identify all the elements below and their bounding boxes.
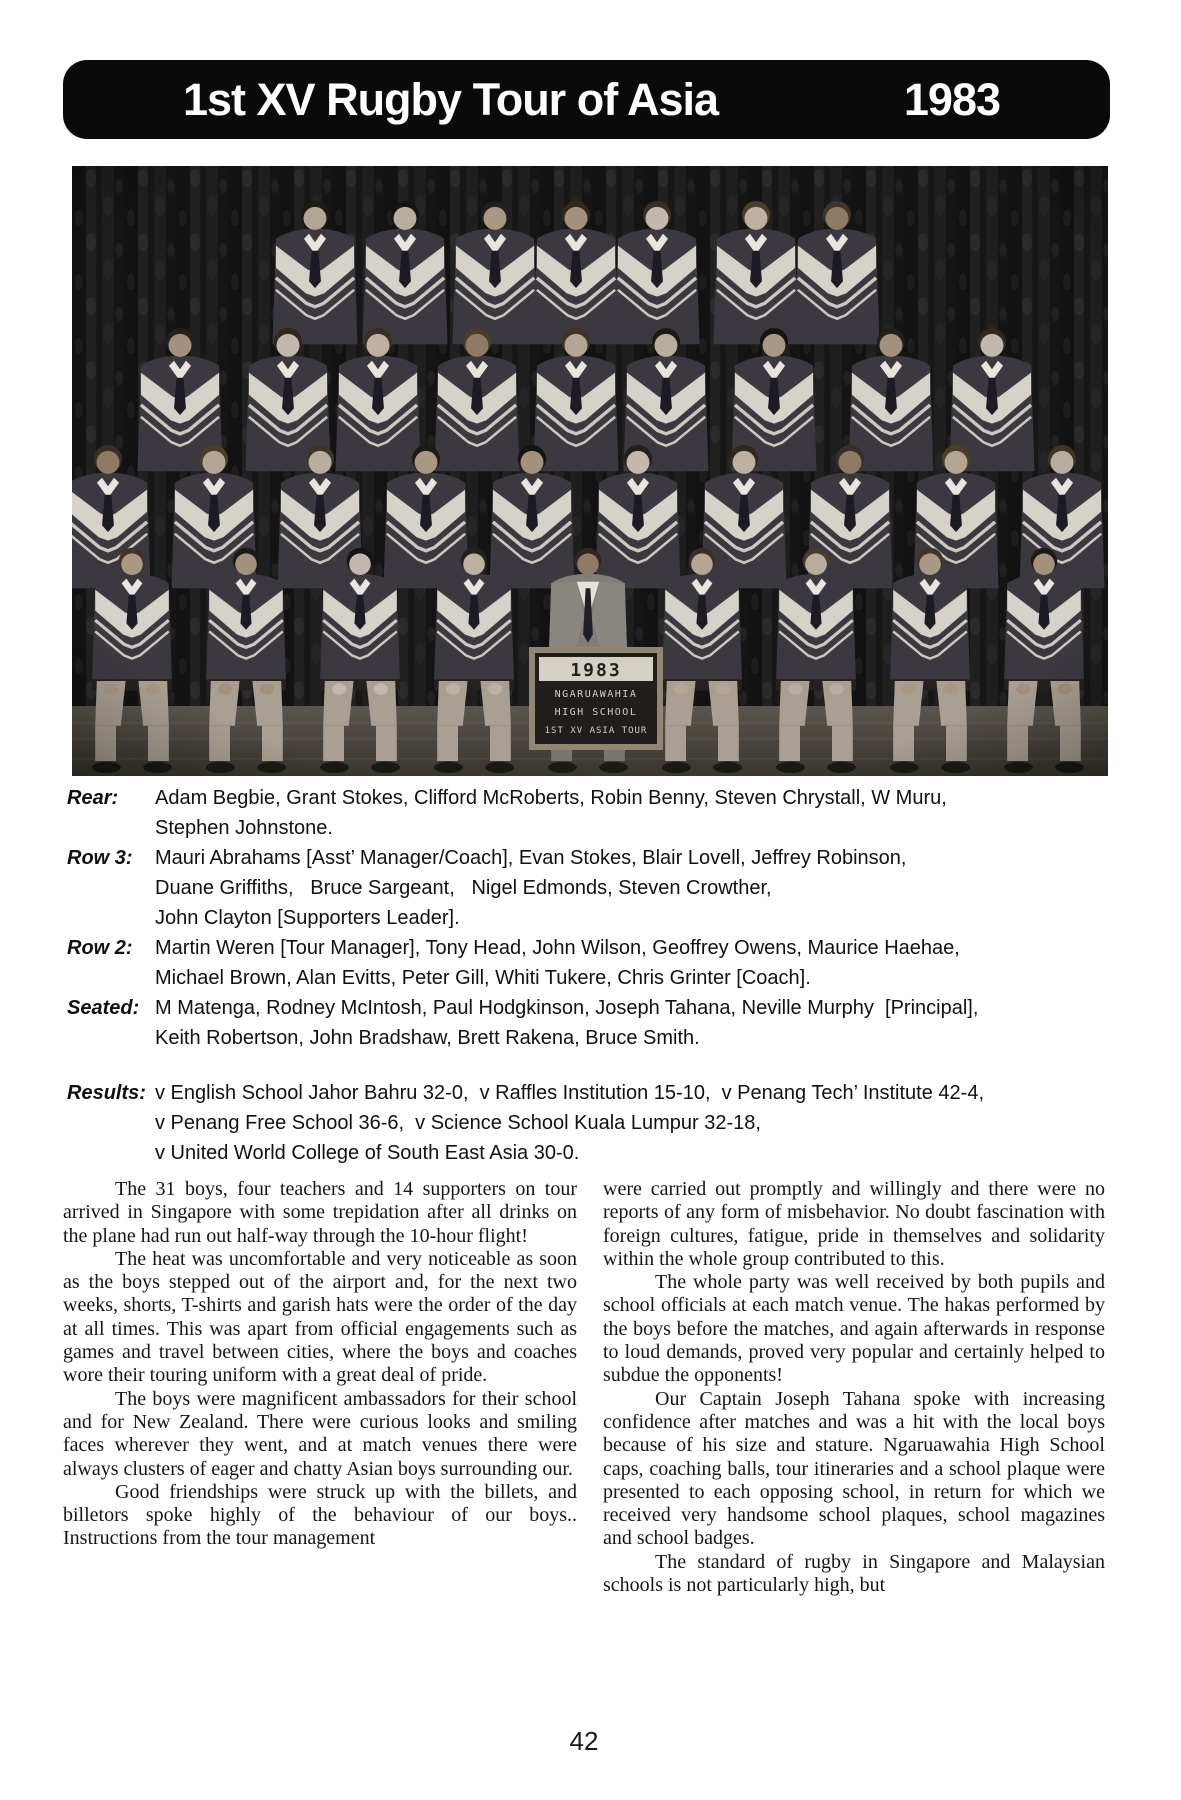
caption-row-3 bbox=[67, 843, 1108, 933]
left-column bbox=[63, 1178, 577, 1597]
caption-line: Mauri Abrahams [Asst’ Manager/Coach], Evan Stokes, Blair Lovell, Jeffrey Robinson, bbox=[155, 847, 907, 869]
caption-line: M Matenga, Rodney McIntosh, Paul Hodgkinson, Joseph Tahana, Neville Murphy [Principal], bbox=[155, 997, 979, 1019]
team-photo bbox=[72, 166, 1108, 776]
caption-line: John Clayton [Supporters Leader]. bbox=[155, 907, 460, 929]
caption-line: Adam Begbie, Grant Stokes, Clifford McRoberts, Robin Benny, Steven Chrystall, W Muru, bbox=[155, 787, 947, 809]
caption-row-2 bbox=[67, 933, 1108, 993]
banner-year: 1983 bbox=[903, 73, 1000, 125]
team-photo-svg bbox=[72, 166, 1108, 776]
caption-label: Seated: bbox=[67, 997, 140, 1019]
paragraph: The whole party was well received by both pupils and school officials at each match venue. The hakas performed by the boys before the matches, and again afterwards in response to loud demands, proved very popular and certainly helped to subdue the opponents! bbox=[603, 1271, 1105, 1387]
paragraph: Good friendships were struck up with the billets, and billetors spoke highly of the behaviour of our boys.. Instructions from the tour management bbox=[63, 1480, 577, 1550]
caption-line: Martin Weren [Tour Manager], Tony Head, John Wilson, Geoffrey Owens, Maurice Haehae, bbox=[155, 937, 960, 959]
right-column bbox=[603, 1178, 1105, 1597]
page-number: 42 bbox=[569, 1726, 599, 1756]
caption-line: Michael Brown, Alan Evitts, Peter Gill, Whiti Tukere, Chris Grinter [Coach]. bbox=[155, 967, 811, 989]
paragraph: The boys were magnificent ambassadors for their school and for New Zealand. There were curious looks and smiling faces wherever they went, and at match venues there were always clusters of eager and chatty Asian boys surrounding our. bbox=[63, 1387, 577, 1480]
caption-row-seated bbox=[67, 993, 1108, 1053]
caption-line: Duane Griffiths, Bruce Sargeant, Nigel Edmonds, Steven Crowther, bbox=[155, 877, 772, 899]
paragraph: The standard of rugby in Singapore and Malaysian schools is not particularly high, but bbox=[603, 1550, 1105, 1597]
caption-label: Rear: bbox=[67, 787, 119, 809]
paragraph: The heat was uncomfortable and very noticeable as soon as the boys stepped out of the airport and, for the next two weeks, shorts, T-shirts and garish hats were the order of the day at all times. This was apart from official engagements such as games and travel between cities, where the boys and coaches wore their touring uniform with a great deal of pride. bbox=[63, 1247, 577, 1387]
results-line: v English School Jahor Bahru 32-0, v Raffles Institution 15-10, v Penang Tech’ Institute 42-4, bbox=[155, 1082, 985, 1104]
page-title: 1st XV Rugby Tour of Asia bbox=[183, 73, 719, 125]
caption-line: Keith Robertson, John Bradshaw, Brett Rakena, Bruce Smith. bbox=[155, 1027, 700, 1049]
title-banner bbox=[63, 60, 1110, 139]
results-label: Results: bbox=[67, 1082, 146, 1104]
caption-label: Row 2: bbox=[67, 937, 133, 959]
article-body bbox=[63, 1178, 1105, 1597]
photo-caption-block bbox=[67, 783, 1108, 1168]
caption-line: Stephen Johnstone. bbox=[155, 817, 333, 839]
results-line: v United World College of South East Asia 30-0. bbox=[155, 1142, 580, 1164]
caption-row-rear bbox=[67, 783, 1108, 843]
paragraph: were carried out promptly and willingly and there were no reports of any form of misbehavior. No doubt fascination with foreign cultures, fatigue, pride in themselves and solidarity within the whole group contributed to this. bbox=[603, 1178, 1105, 1270]
results-line: v Penang Free School 36-6, v Science School Kuala Lumpur 32-18, bbox=[155, 1112, 761, 1134]
paragraph: Our Captain Joseph Tahana spoke with increasing confidence after matches and was a hit with the local boys because of his size and stature. Ngaruawahia High School caps, coaching balls, tour itineraries and a school plaque were presented to each opposing school, in return for which we received very handsome school plaques, school magazines and school badges. bbox=[603, 1387, 1105, 1550]
paragraph: The 31 boys, four teachers and 14 supporters on tour arrived in Singapore with some trepidation after all drinks on the plane had run out half-way through the 10-hour flight! bbox=[63, 1178, 577, 1247]
caption-label: Row 3: bbox=[67, 847, 133, 869]
results-row bbox=[67, 1078, 1108, 1168]
